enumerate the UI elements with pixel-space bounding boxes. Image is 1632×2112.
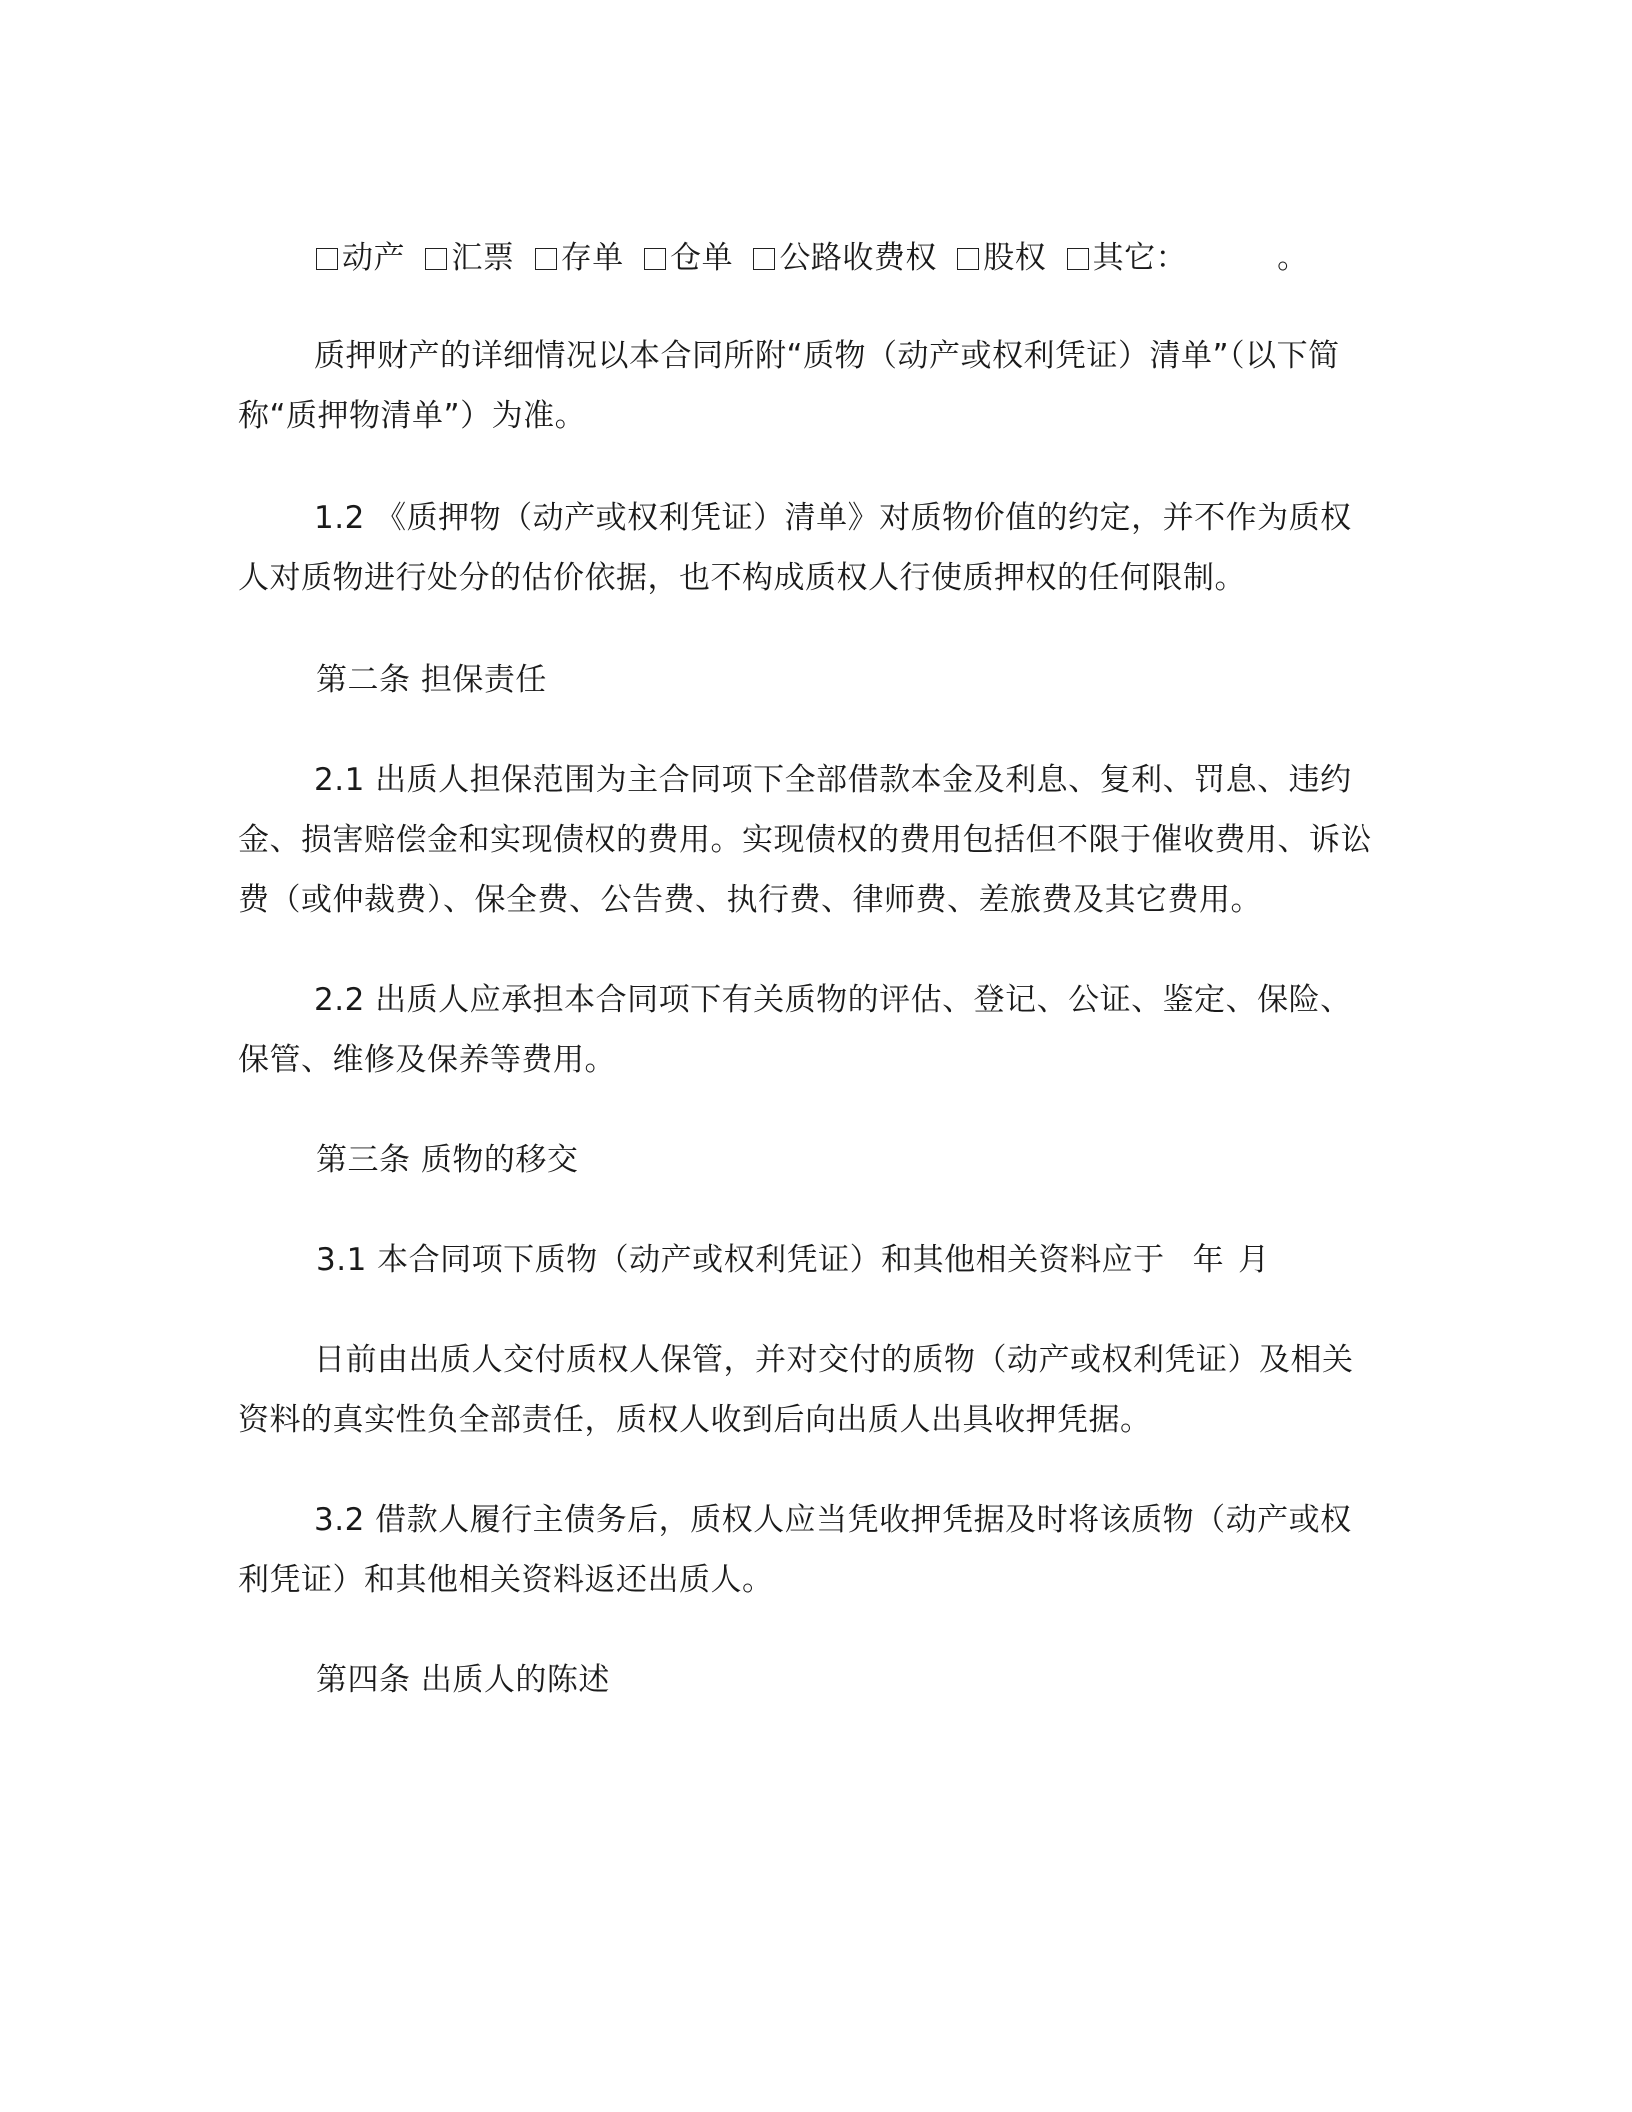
checkbox-icon[interactable] <box>316 248 338 270</box>
option-deposit-receipt[interactable]: 存单 <box>535 228 624 288</box>
paragraph-3-1-continued: 日前由出质人交付质权人保管，并对交付的质物（动产或权利凭证）及相关资料的真实性负全部责任，质权人收到后向出质人出具收押凭据。 <box>238 1342 1354 1438</box>
heading-article-2: 第二条 担保责任 <box>316 662 547 698</box>
heading-article-3: 第三条 质物的移交 <box>316 1142 579 1178</box>
option-other[interactable]: 其它： <box>1067 228 1188 288</box>
checkbox-icon[interactable] <box>644 248 666 270</box>
checkbox-icon[interactable] <box>957 248 979 270</box>
paragraph-2-2: 2.2 出质人应承担本合同项下有关质物的评估、登记、公证、鉴定、保险、保管、维修及保养等费用。 <box>238 982 1352 1078</box>
paragraph-2-1: 2.1 出质人担保范围为主合同项下全部借款本金及利息、复利、罚息、违约金、损害赔偿金和实现债权的费用。实现债权的费用包括但不限于催收费用、诉讼费（或仲裁费）、保全费、公告费、执行费、律师费、差旅费及其它费用。 <box>238 762 1372 918</box>
option-toll-right[interactable]: 公路收费权 <box>753 228 937 288</box>
option-bill[interactable]: 汇票 <box>425 228 514 288</box>
paragraph-3-2: 3.2 借款人履行主债务后，质权人应当凭收押凭据及时将该质物（动产或权利凭证）和其他相关资料返还出质人。 <box>238 1502 1352 1598</box>
checkbox-icon[interactable] <box>425 248 447 270</box>
pledge-type-options: 动产 汇票 存单 仓单 公路收费权 股权 其它： 。 <box>316 228 1376 288</box>
checkbox-icon[interactable] <box>535 248 557 270</box>
heading-article-4: 第四条 出质人的陈述 <box>316 1662 610 1698</box>
paragraph-1-2: 1.2 《质押物（动产或权利凭证）清单》对质物价值的约定，并不作为质权人对质物进行处分的估价依据，也不构成质权人行使质押权的任何限制。 <box>238 500 1352 596</box>
checkbox-icon[interactable] <box>1067 248 1089 270</box>
option-equity[interactable]: 股权 <box>957 228 1046 288</box>
paragraph-pledge-details: 质押财产的详细情况以本合同所附“质物（动产或权利凭证）清单”（以下简称“质押物清单”）为准。 <box>238 338 1340 434</box>
paragraph-3-1: 3.1 本合同项下质物（动产或权利凭证）和其他相关资料应于 年 月 <box>316 1242 1270 1278</box>
option-movable[interactable]: 动产 <box>316 228 405 288</box>
option-warehouse-receipt[interactable]: 仓单 <box>644 228 733 288</box>
checkbox-icon[interactable] <box>753 248 775 270</box>
